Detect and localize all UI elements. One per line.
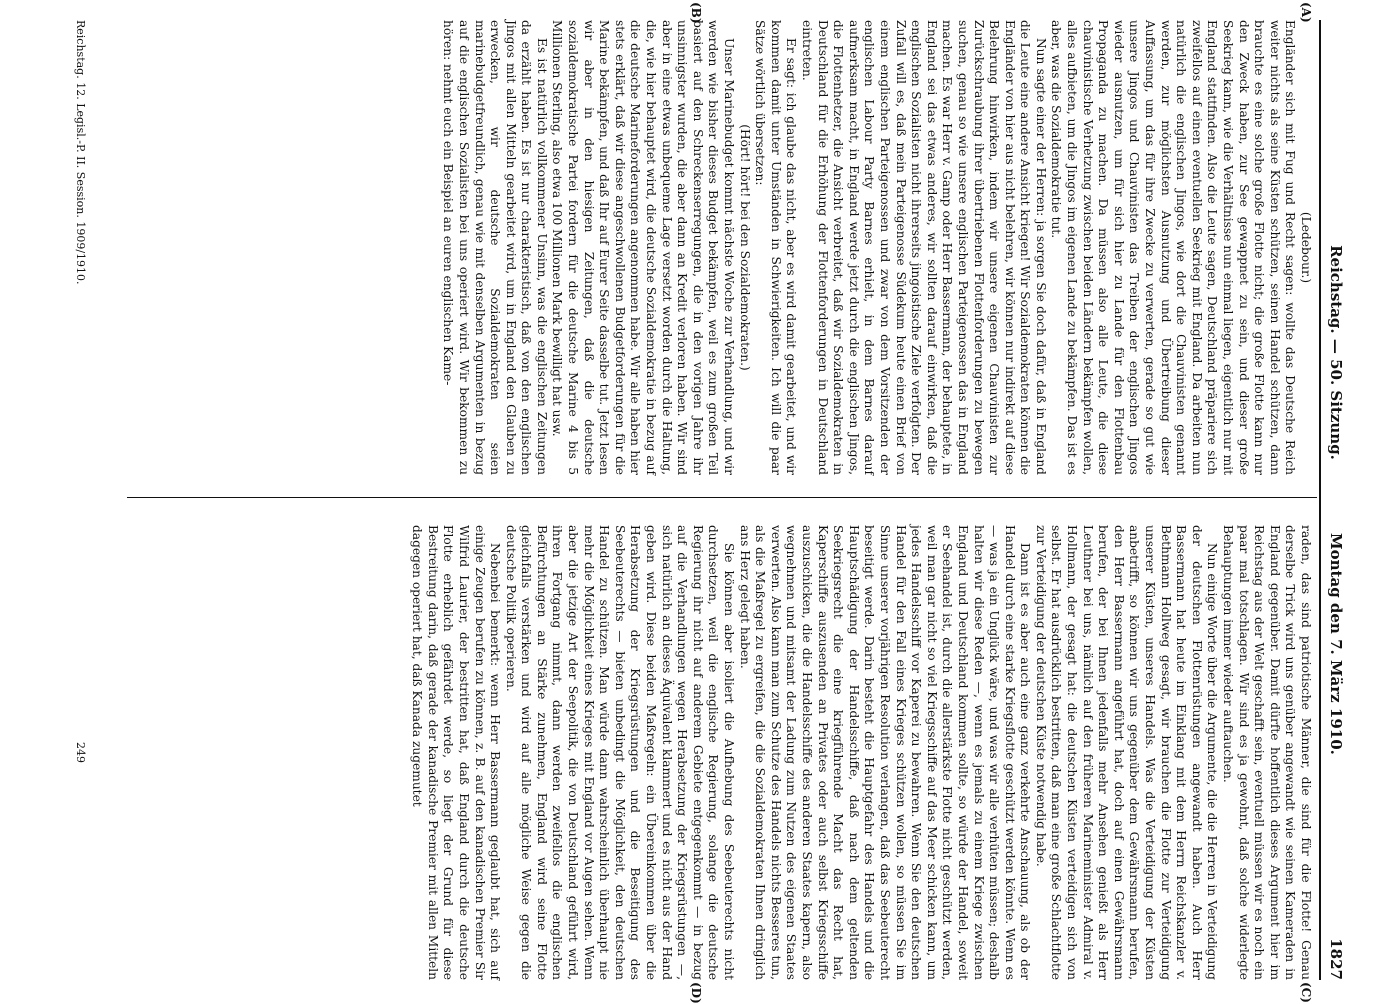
page-header — [1321, 20, 1345, 980]
header-rule — [1319, 20, 1321, 980]
paragraph: Sie können aber isoliert die Aufhebung des Seebeuterechts nicht durchsetzen, weil die englische Regierung, solange die deutsche Regierung ihr nicht auf anderem Gebiete entgegenkommt — in bezug auf die Verhandlungen wegen Herabsetzung der Kriegsrüstungen —, sich natürlich an dieses Äquivalent klammert und es nicht aus der Hand geben wird. Diese beiden Maßregeln: ein Übereinkommen über die Herabsetzung der Kriegsrüstungen und die Beseitigung des Seebeuterechts — bieten unbedingt die Möglichkeit, den deutschen Handel zu schützen. Man würde dann wahrscheinlich überhaupt nie mehr die Möglichkeit eines Krieges mit England vor Augen sehen. Wenn aber die jetzige Art der Seepolitik, die von Deutschland geführt wird, ihren Fortgang nimmt, dann werden zweifellos die englischen Befürchtungen an Stärke zunehmen, England wird seine Flotte gleichfalls verstärken und wird auf alle mögliche Weise gegen die deutsche Politik operieren. — [503, 525, 737, 980]
interjection: (Hört! hört! bei den Sozialdemokraten.) — [737, 124, 752, 371]
marker-a: (A) — [1299, 2, 1313, 23]
footer-session-info: Reichstag. 12. Legisl.-P. II. Session. 1909/1910. — [74, 20, 87, 285]
right-column — [409, 525, 1313, 980]
header-session: Reichstag. — 50. Sitzung. — [1327, 245, 1345, 460]
paragraph: Nun einige Worte über die Argumente, die die Herren in Verteidigung der deutschen Flottenrüstungen angewandt haben. Auch Herr Bassermann hat heute im Einklang mit dem Herrn Reichskanzler v. Bethmann Hollweg gesagt, wir brauchen die Flotte zur Verteidigung unserer Küsten, unseres Handels. Was die Verteidigung der Küsten anbetrifft, so können wir uns gegenüber dem Gewährsmann berufen, den Herr Bassermann angeführt hat, doch auf einen Gewährsmann berufen, der bei Ihnen jedenfalls mehr Ansehen genießt als Herr Leuthner bei uns, nämlich auf den früheren Marineminister Admiral v. Hollmann, der gesagt hat: die deutschen Küsten verteidigen sich von selbst. Er hat ausdrücklich bestritten, daß man eine große Schlachtflotte zur Verteidigung der deutschen Küste notwendig habe. — [1033, 525, 1220, 980]
speaker-note: (Ledebour.) — [1299, 211, 1313, 284]
header-date: Montag den 7. März 1910. — [1327, 533, 1345, 755]
marker-c: (C) — [1299, 982, 1313, 1003]
paragraph: Nebenbei bemerkt: wenn Herr Bassermann geglaubt hat, sich auf einige Zeugen berufen zu können, z. B. auf den kanadischen Premier Sir Wilfrid Laurier, der bestritten hat, daß England durch die deutsche Flotte erheblich gefährdet werde, so liegt der Grund für diese Bestreitung darin, daß gerade der kanadische Premier mit allen Mitteln dagegen operiert hat, daß Kanada zugemutet — [410, 525, 503, 980]
header-center — [1327, 20, 1345, 980]
footer-sheet-number: 249 — [74, 742, 87, 763]
paragraph: Engländer sich mit Fug und Recht sagen: wollte das Deutsche Reich weiter nichts als seine Küsten schützen, seinen Handel schützen, dann brauchte es eine solche große Flotte nicht; die große Flotte kann nur den Zweck haben, zur See gewappnet zu sein, und dieser große Seekrieg kann, wie die Verhältnisse nun einmal liegen, eigentlich nur mit England stattfinden. Also die Leute sagen, Deutschland präpariere sich zweifellos auf einen eventuellen Seekrieg mit England. Da arbeiten nun natürlich die englischen Jingos, wie dort die Chauvinisten genannt werden, zur möglichsten Ausnutzung und Übertreibung dieser Auffassung, um das für ihre Zwecke zu verwerten, gerade so gut wie unsere Jingos und Chauvinisten das Treiben der englischen Jingos wieder ausnutzen, um für sich hier zu Lande für den Flottenbau Propaganda zu machen. Da müssen also alle Leute, die diese chauvinistische Verhetzung zwischen beiden Ländern bekämpfen wollen, alles aufbieten, um die Jingos im eigenen Lande zu bekämpfen. Das ist es aber, was die Sozialdemokratie tut. — [1049, 20, 1298, 475]
paragraph: Nun sagte einer der Herren: ja sorgen Sie doch dafür, daß in England die Leute eine andere Ansicht kriegen! Wir Sozialdemokraten können die Engländer von hier aus nicht belehren, wir können nur indirekt auf diese Belehrung hinwirken, indem wir unsere eigenen Chauvinisten zur Zurückschraubung ihrer übertriebenen Flottenforderungen zu bewegen suchen, genau so wie unsere englischen Parteigenossen das in England machen. Es war Herr v. Gamp oder Herr Bassermann, der behauptete, in England sei das etwas anderes, wir sollten darauf einwirken, daß die englischen Sozialisten nicht ihrerseits jingoistische Ziele verfolgten. Der Zufall will es, daß mein Parteigenosse Südekum heute einen Brief von einem englischen Parteigenossen und zwar von dem Vorsitzenden der englischen Labour Party Barnes erhielt, in dem Barnes darauf aufmerksam macht, in England werde jetzt durch die englischen Jingos, die Flottenhetzer, die Ansicht verbreitet, daß wir Sozialdemokraten in Deutschland für die Erhöhung der Flottenforderungen in Deutschland eintreten. — [800, 20, 1048, 475]
left-column — [440, 20, 1313, 475]
paragraph: raden, das sind patriotische Männer, die sind für die Flotte! Genau derselbe Trick wird uns genüber angewandt wie seinen Kameraden in England gegenüber. Damit dürfte hoffentlich dieses Argument hier im Reichstag aus der Welt geschafft sein, eventuell müssen wir es noch ein paar mal totschlagen. Wir sind es ja gewohnt, daß solche widerlegte Behauptungen immer wieder auftauchen. — [1221, 525, 1313, 980]
paragraph: Dann ist es aber auch eine ganz verkehrte Anschauung, als ob der Handel durch eine starke Kriegsflotte geschützt werden könnte. Wenn es — was ja ein Unglück wäre, und was wir alle verhüten müssen; deshalb halten wir diese Reden —, wenn es jemals zu einem Kriege zwischen England und Deutschland kommen sollte, so würde der Handel, soweit er Seehandel ist, durch die allerstärkste Flotte nicht geschützt werden, weil man gar nicht so viel Kriegsschiffe auf das Meer schicken kann, um jedes Handelsschiff vor Kaperei zu bewahren. Wenn Sie den deutschen Handel für den Fall eines Krieges schützen wollen, so müssen Sie im Sinne unserer vorjährigen Resolution verlangen, daß das Seebeuterecht beseitigt werde. Darin besteht die Hauptgefahr des Handels und die Hauptschädigung der Handelsschiffe, daß nach dem geltenden Seekriegsrecht die eine kriegführende Macht das Recht hat, Kaperschiffe auszusenden an Privates oder auch selbst Kriegsschiffe auszuschicken, die die Handelsschiffe des anderen Staates kapern, also wegnehmen und mitsamt der Ladung zum Nutzen des eigenen Staates verwerten. Also kann man zum Schutze des Handels nichts Besseres tun, als die Maßregel zu ergreifen, die die Sozialdemokraten Ihnen dringlich ans Herz gelegt haben. — [737, 525, 1033, 980]
paragraph: Es ist natürlich vollkommener Unsinn, was die englischen Zeitungen da erzählt haben. Es ist nur charakteristisch, daß von den englischen Jingos mit allen Mitteln gearbeitet wird, um in England den Glauben zu erwecken, wir deutsche Sozialdemokraten seien marinebudgetfreundlich, genau wie mit denselben Argumenten in bezug auf die englischen Sozialisten bei uns operiert wird. Wir bekommen zu hören: nehmt euch ein Beispiel an euren englischen Kame- — [441, 20, 549, 475]
header-page-number: 1827 — [1327, 938, 1345, 980]
marker-d: (D) — [689, 982, 703, 1004]
column-divider — [127, 497, 1317, 498]
paragraph: Er sagt: ich glaube das nicht, aber es wird damit gearbeitet, und wir kommen damit unter Umständen in Schwierigkeiten. Ich will die paar Sätze wörtlich übersetzen: — [753, 20, 799, 475]
marker-b: (B) — [689, 2, 703, 24]
quote-paragraph: Unser Marinebudget kommt nächste Woche zur Verhandlung, und wir werden wie bisher dieses Budget bekämpfen, weil es zum großen Teil basiert auf den Schreckenserregungen, die in den vorigen Jahre ihr unsinnigster wurden, die aber dann an Kredit verloren haben. Wir sind aber in eine etwas unbequeme Lage versetzt worden durch die Haltung, die, wie hier behauptet wird, die deutsche Sozialdemokratie in bezug auf die deutsche Marineforderungen angenommen habe. Wir alle haben hier stets erklärt, daß wir diese angeschwollenen Budgetforderungen für die Marine bekämpfen, und daß Ihr auf Eurer Seite dasselbe tut. Jetzt lesen wir aber in den hiesigen Zeitungen, daß die deutsche sozialdemokratische Partei fordern für die deutsche Marine 4 bis 5 Millionen Sterling, also etwa 100 Millionen Mark bewilligt hat usw. — [550, 20, 737, 475]
